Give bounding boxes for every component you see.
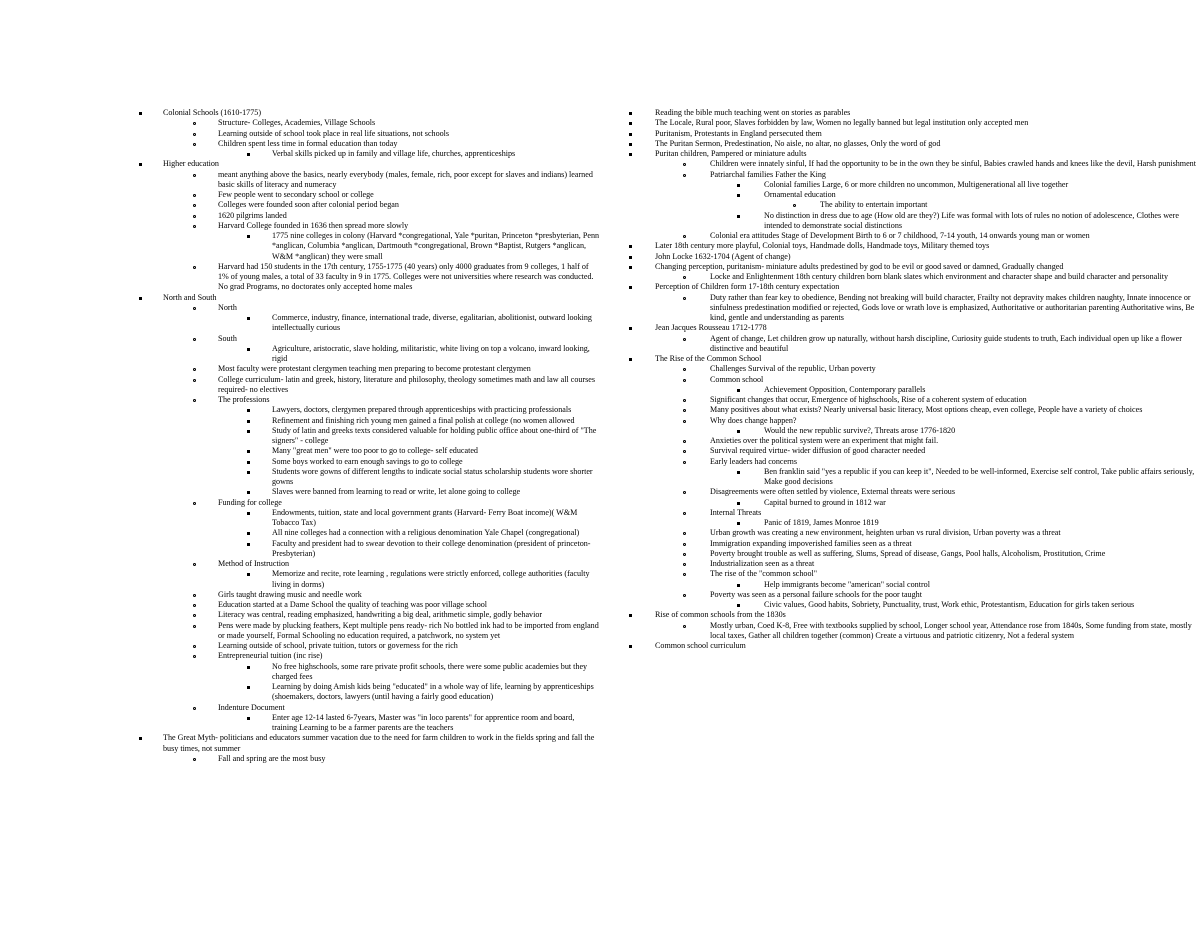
outline-item [0, 600, 600, 610]
square-bullet-icon [247, 490, 250, 496]
outline-item [0, 231, 600, 262]
outline-item-text: Why does change happen? [710, 415, 797, 425]
outline-item-text: Fall and spring are the most busy [218, 753, 326, 763]
square-bullet-icon [629, 326, 632, 332]
outline-item-text: North [218, 302, 237, 312]
circle-bullet-icon [193, 214, 196, 220]
square-bullet-icon [247, 470, 250, 476]
square-bullet-icon [247, 347, 250, 353]
outline-item-text: 1620 pilgrims landed [218, 210, 287, 220]
outline-item-text: Harvard had 150 students in the 17th century, 1755-1775 (40 years) only 4000 graduates from 9 colleges, 1 half of 1% of young males, a total of 33 faculty in 9 in 1775. Colleges were not universities where research was conducted. No grad Programs, no doctorates only accepted home males [218, 261, 594, 292]
outline-item [0, 129, 600, 139]
outline-item [600, 231, 1200, 241]
outline-item [600, 539, 1200, 549]
outline-item-text: Entrepreneurial tuition (inc rise) [218, 651, 323, 661]
outline-item-text: Duty rather than fear key to obedience, Bending not breaking will build character, Frailty not depravity makes children naughty, Innate innocence or sinfulness predestination modified or rejected, Gods love or wrath love is emphasized, Authoritative or authoritarian parenting Authoritative wins, Be kind, gentle and understanding as parents [710, 292, 1195, 322]
outline-item [600, 180, 1200, 190]
circle-bullet-icon [683, 408, 686, 414]
outline-item [0, 190, 600, 200]
outline-item-text: Learning outside of school, private tuition, tutors or governess for the rich [218, 641, 458, 650]
circle-bullet-icon [193, 142, 196, 148]
square-bullet-icon [247, 572, 250, 578]
outline-item [0, 364, 600, 374]
outline-item-text: Literacy was central, reading emphasized, handwriting a big deal, arithmetic simple, godly behavior [218, 610, 543, 620]
square-bullet-icon [247, 316, 250, 322]
outline-item-text: Agriculture, aristocratic, slave holding, militaristic, white living on top a volcano, inward looking, rigid [272, 343, 590, 363]
circle-bullet-icon [683, 378, 686, 384]
circle-bullet-icon [793, 203, 796, 209]
square-bullet-icon [139, 162, 142, 168]
circle-bullet-icon [683, 275, 686, 281]
outline-item-text: Study of latin and greeks texts considered valuable for holding public office about one-third of "The signers" - college [272, 425, 597, 445]
outline-item [600, 211, 1200, 232]
outline-item-text: Ornamental education [764, 190, 836, 199]
outline-item [600, 364, 1200, 374]
outline-item [0, 528, 600, 538]
outline-item-text: Lawyers, doctors, clergymen prepared through apprenticeships with practicing professionals [272, 405, 572, 415]
circle-bullet-icon [683, 296, 686, 302]
outline-item-text: Patriarchal families Father the King [710, 169, 826, 179]
circle-bullet-icon [193, 132, 196, 138]
square-bullet-icon [737, 521, 740, 527]
circle-bullet-icon [193, 654, 196, 660]
circle-bullet-icon [193, 337, 196, 343]
circle-bullet-icon [193, 706, 196, 712]
circle-bullet-icon [683, 337, 686, 343]
circle-bullet-icon [193, 367, 196, 373]
outline-item [0, 487, 600, 497]
outline-item-text: The Locale, Rural poor, Slaves forbidden by law, Women no legally banned but legal institution only accepted men [655, 118, 1029, 128]
outline-item-text: Survival required virtue- wider diffusion of good character needed [710, 446, 926, 456]
outline-item [0, 662, 600, 683]
outline-item-text: Mostly urban, Coed K-8, Free with textbooks supplied by school, Longer school year, Attendance rose from 1840s, Some funding from state, mostly local taxes, Gather all children together (common) Create a virtuous and patriotic citizenry, Not a federal system [710, 620, 1192, 640]
square-bullet-icon [247, 152, 250, 158]
square-bullet-icon [247, 419, 250, 425]
outline-item-text: Funding for college [218, 497, 282, 507]
outline-item [0, 457, 600, 467]
outline-item-text: South [218, 333, 237, 343]
outline-item [0, 395, 600, 405]
outline-item [0, 375, 600, 396]
outline-item [600, 149, 1200, 159]
outline-item-text: Memorize and recite, rote learning , regulations were strictly enforced, college authorities (faculty living in dorms) [272, 569, 590, 589]
outline-item-text: Slaves were banned from learning to read or write, let alone going to college [272, 487, 521, 497]
circle-bullet-icon [683, 173, 686, 179]
outline-item-text: Common school curriculum [655, 641, 746, 650]
square-bullet-icon [629, 285, 632, 291]
outline-item-text: Urban growth was creating a new environment, heighten urban vs rural division, Urban poverty was a threat [710, 528, 1061, 538]
circle-bullet-icon [683, 439, 686, 445]
outline-item [0, 539, 600, 560]
circle-bullet-icon [683, 419, 686, 425]
square-bullet-icon [139, 296, 142, 302]
outline-item-text: Colleges were founded soon after colonial period began [218, 200, 399, 210]
outline-item-text: Agent of change, Let children grow up naturally, without harsh discipline, Curiosity guide students to truth, Each individual open up like a flower distinctive and beautiful [710, 333, 1182, 353]
outline-item-text: Locke and Enlightenment 18th century children born blank slates which environment and character shape and build character and personality [710, 272, 1169, 281]
outline-item [0, 621, 600, 642]
outline-item [600, 323, 1200, 333]
outline-item [600, 508, 1200, 518]
outline-item-text: Jean Jacques Rousseau 1712-1778 [655, 323, 767, 333]
outline-item-text: Early leaders had concerns [710, 456, 797, 466]
outline-item-text: Common school [710, 374, 764, 384]
outline-item [600, 528, 1200, 538]
outline-item-text: Many "great men" were too poor to go to college- self educated [272, 446, 478, 456]
circle-bullet-icon [683, 542, 686, 548]
outline-item-text: Structure- Colleges, Academies, Village Schools [218, 118, 376, 128]
circle-bullet-icon [683, 511, 686, 517]
square-bullet-icon [737, 193, 740, 199]
outline-item [600, 457, 1200, 467]
square-bullet-icon [247, 531, 250, 537]
outline-item [600, 159, 1200, 169]
circle-bullet-icon [193, 173, 196, 179]
outline-item-text: Colonial era attitudes Stage of Development Birth to 6 or 7 childhood, 7-14 youth, 14 onwards young man or women [710, 231, 1090, 240]
outline-item-text: Panic of 1819, James Monroe 1819 [764, 518, 879, 527]
outline-item [600, 241, 1200, 251]
square-bullet-icon [629, 152, 632, 158]
outline-item [600, 118, 1200, 128]
outline-item [600, 170, 1200, 180]
outline-item [0, 313, 600, 334]
outline-item-text: Later 18th century more playful, Colonial toys, Handmade dolls, Handmade toys, Military themed toys [655, 241, 990, 251]
outline-item-text: Learning by doing Amish kids being "educated" in a whole way of life, learning by apprenticeships (shoemakers, doctors, lawyers (until having a fairly good education) [272, 682, 594, 702]
outline-item [0, 703, 600, 713]
square-bullet-icon [139, 736, 142, 742]
outline-item [0, 467, 600, 488]
outline-item-text: Capital burned to ground in 1812 war [764, 497, 886, 507]
square-bullet-icon [629, 244, 632, 250]
outline-item [600, 549, 1200, 559]
outline-item-text: Indenture Document [218, 702, 285, 712]
outline-item-text: Reading the bible much teaching went on stories as parables [655, 108, 851, 117]
circle-bullet-icon [193, 757, 196, 763]
square-bullet-icon [247, 234, 250, 240]
circle-bullet-icon [193, 613, 196, 619]
circle-bullet-icon [683, 552, 686, 558]
outline-item [600, 272, 1200, 282]
circle-bullet-icon [683, 531, 686, 537]
circle-bullet-icon [193, 644, 196, 650]
outline-item-text: Students wore gowns of different lengths to indicate social status scholarship students wore shorter gowns [272, 466, 593, 486]
outline-item-text: Poverty was seen as a personal failure schools for the poor taught [710, 589, 922, 599]
outline-item [600, 405, 1200, 415]
square-bullet-icon [737, 583, 740, 589]
outline-item-text: The ability to entertain important [820, 200, 928, 210]
outline-item-text: Perception of Children form 17-18th century expectation [655, 282, 840, 292]
square-bullet-icon [247, 429, 250, 435]
circle-bullet-icon [683, 234, 686, 240]
outline-item [600, 580, 1200, 590]
outline-item [600, 621, 1200, 642]
outline-item-text: Refinement and finishing rich young men gained a final polish at college (no women allowed [272, 415, 575, 425]
square-bullet-icon [629, 357, 632, 363]
outline-item-text: Anxieties over the political system were an experiment that might fail. [710, 436, 939, 445]
square-bullet-icon [629, 255, 632, 261]
outline-item-text: Help immigrants become "american" social control [764, 579, 930, 589]
square-bullet-icon [139, 111, 142, 117]
outline-item [600, 559, 1200, 569]
square-bullet-icon [247, 716, 250, 722]
outline-item-text: Learning outside of school took place in real life situations, not schools [218, 128, 450, 138]
outline-item [0, 713, 600, 734]
outline-item-text: Method of Instruction [218, 559, 290, 568]
square-bullet-icon [629, 111, 632, 117]
outline-item [600, 426, 1200, 436]
outline-item [600, 416, 1200, 426]
outline-item [600, 375, 1200, 385]
outline-item [600, 395, 1200, 405]
outline-item [600, 498, 1200, 508]
outline-item-text: Ben franklin said "yes a republic if you can keep it", Needed to be well-informed, Exercise self control, Take public affairs seriously, Make good decisions [764, 466, 1195, 486]
outline-item-text: Enter age 12-14 lasted 6-7years, Master was "in loco parents" for apprentice room and board, training Learning to be a farmer parents are the teachers [272, 712, 575, 732]
outline-item [0, 733, 600, 754]
outline-item-text: Commerce, industry, finance, international trade, diverse, egalitarian, abolitionist, outward looking intellectually curious [272, 313, 592, 333]
circle-bullet-icon [683, 398, 686, 404]
square-bullet-icon [737, 388, 740, 394]
outline-item [600, 354, 1200, 364]
square-bullet-icon [737, 603, 740, 609]
square-bullet-icon [247, 685, 250, 691]
outline-item [0, 651, 600, 661]
square-bullet-icon [737, 429, 740, 435]
outline-item-text: Rise of common schools from the 1830s [655, 610, 786, 620]
outline-item [600, 139, 1200, 149]
outline-item-text: Significant changes that occur, Emergence of highschools, Rise of a coherent system of education [710, 395, 1027, 404]
square-bullet-icon [629, 265, 632, 271]
outline-item [600, 446, 1200, 456]
outline-item [600, 385, 1200, 395]
outline-item [0, 682, 600, 703]
outline-item-text: Achievement Opposition, Contemporary parallels [764, 384, 926, 394]
outline-item [600, 569, 1200, 579]
outline-item [600, 610, 1200, 620]
outline-item-text: North and South [163, 292, 217, 302]
circle-bullet-icon [683, 490, 686, 496]
outline-item [0, 139, 600, 149]
circle-bullet-icon [193, 562, 196, 568]
outline-item-text: Girls taught drawing music and needle work [218, 589, 362, 599]
circle-bullet-icon [683, 624, 686, 630]
outline-item-text: Immigration expanding impoverished families seen as a threat [710, 538, 912, 548]
circle-bullet-icon [683, 162, 686, 168]
outline-item [0, 426, 600, 447]
outline-item-text: Children spent less time in formal education than today [218, 138, 398, 148]
outline-item [600, 436, 1200, 446]
outline-item-text: Challenges Survival of the republic, Urban poverty [710, 364, 876, 374]
outline-item [0, 149, 600, 159]
outline-item [600, 200, 1200, 210]
outline-item-text: Endowments, tuition, state and local government grants (Harvard- Ferry Boat income)( W&M Tobacco Tax) [272, 507, 578, 527]
outline-item-text: Few people went to secondary school or college [218, 190, 374, 199]
outline-item [600, 108, 1200, 118]
outline-item [600, 600, 1200, 610]
circle-bullet-icon [193, 121, 196, 127]
outline-item [0, 498, 600, 508]
outline-item [0, 569, 600, 590]
square-bullet-icon [629, 132, 632, 138]
outline-item [600, 467, 1200, 488]
square-bullet-icon [629, 613, 632, 619]
circle-bullet-icon [193, 593, 196, 599]
left-column [0, 108, 600, 764]
square-bullet-icon [247, 511, 250, 517]
outline-item-text: No distinction in dress due to age (How old are they?) Life was formal with lots of rules no notion of adolescence, Clothes were intended to demonstrate social distinctions [764, 210, 1179, 230]
outline-item [0, 221, 600, 231]
outline-item [0, 293, 600, 303]
outline-item-text: Education started at a Dame School the quality of teaching was poor village school [218, 600, 488, 609]
outline-item [0, 590, 600, 600]
outline-item-text: Many positives about what exists? Nearly universal basic literacy, Most options cheap, even college, People have a variety of choices [710, 405, 1143, 415]
circle-bullet-icon [193, 378, 196, 384]
circle-bullet-icon [193, 398, 196, 404]
outline-item-text: The rise of the "common school" [710, 569, 818, 579]
outline-item [0, 508, 600, 529]
outline-item [600, 252, 1200, 262]
outline-item [0, 405, 600, 415]
circle-bullet-icon [193, 265, 196, 271]
outline-item-text: Disagreements were often settled by violence, External threats were serious [710, 487, 955, 497]
circle-bullet-icon [683, 562, 686, 568]
outline-item [600, 282, 1200, 292]
circle-bullet-icon [683, 572, 686, 578]
square-bullet-icon [247, 449, 250, 455]
outline-item [600, 262, 1200, 272]
outline-item-text: Harvard College founded in 1636 then spread more slowly [218, 220, 409, 230]
circle-bullet-icon [193, 203, 196, 209]
outline-item-text: Puritan children, Pampered or miniature adults [655, 149, 807, 158]
outline-item-text: Would the new republic survive?, Threats arose 1776-1820 [764, 425, 956, 435]
outline-item [0, 170, 600, 191]
outline-item-text: Puritanism, Protestants in England persecuted them [655, 128, 822, 138]
outline-item [600, 190, 1200, 200]
outline-item [600, 334, 1200, 355]
outline-item [600, 293, 1200, 324]
square-bullet-icon [737, 183, 740, 189]
outline-item [0, 118, 600, 128]
circle-bullet-icon [683, 449, 686, 455]
outline-item [0, 446, 600, 456]
outline-item [0, 641, 600, 651]
square-bullet-icon [629, 644, 632, 650]
square-bullet-icon [737, 470, 740, 476]
outline-item-text: Colonial families Large, 6 or more children no uncommon, Multigenerational all live together [764, 179, 1069, 189]
circle-bullet-icon [683, 460, 686, 466]
square-bullet-icon [629, 121, 632, 127]
outline-item-text: The Great Myth- politicians and educators summer vacation due to the need for farm children to work in the fields spring and fall the busy times, not summer [163, 733, 595, 753]
outline-item-text: Pens were made by plucking feathers, Kept multiple pens ready- rich No bottled ink had to be imported from england or made yourself, Formal Schooling no education required, a patchwork, no system yet [218, 620, 599, 640]
square-bullet-icon [629, 142, 632, 148]
outline-item [0, 344, 600, 365]
outline-item-text: Civic values, Good habits, Sobriety, Punctuality, trust, Work ethic, Protestantism, Education for girls taken serious [764, 600, 1135, 609]
outline-item [0, 334, 600, 344]
outline-item [600, 129, 1200, 139]
outline-item-text: The professions [218, 395, 270, 404]
circle-bullet-icon [193, 306, 196, 312]
outline-item-text: Industrialization seen as a threat [710, 559, 815, 568]
outline-item [0, 610, 600, 620]
outline-item-text: meant anything above the basics, nearly everybody (males, female, rich, poor except for slaves and indians) learned basic skills of literacy and numeracy [218, 169, 593, 189]
outline-item [0, 303, 600, 313]
outline-item-text: All nine colleges had a connection with a religious denomination Yale Chapel (congregational) [272, 528, 580, 538]
circle-bullet-icon [193, 501, 196, 507]
outline-item [0, 108, 600, 118]
square-bullet-icon [737, 214, 740, 220]
outline-item-text: Most faculty were protestant clergymen teaching men preparing to become protestant clergymen [218, 364, 531, 374]
outline-item-text: John Locke 1632-1704 (Agent of change) [655, 251, 791, 261]
outline-item [600, 487, 1200, 497]
outline-item-text: Colonial Schools (1610-1775) [163, 108, 262, 117]
circle-bullet-icon [193, 624, 196, 630]
outline-item [0, 200, 600, 210]
outline-item-text: Children were innately sinful, If had the opportunity to be in the own they be sinful, Babies crawled hands and knees like the devil, Harsh punishment [710, 159, 1196, 169]
circle-bullet-icon [193, 603, 196, 609]
outline-item-text: Changing perception, puritanism- miniature adults predestined by god to be evil or good saved or damned, Gradually changed [655, 261, 1064, 271]
outline-item-text: The Puritan Sermon, Predestination, No aisle, no altar, no glasses, Only the word of god [655, 138, 941, 148]
circle-bullet-icon [193, 224, 196, 230]
outline-item-text: College curriculum- latin and greek, history, literature and philosophy, theology sometimes math and law all courses required- no electives [218, 374, 596, 394]
outline-item [0, 754, 600, 764]
square-bullet-icon [247, 665, 250, 671]
outline-item-text: Verbal skills picked up in family and village life, churches, apprenticeships [272, 149, 516, 158]
right-column [600, 108, 1200, 651]
outline-item-text: Faculty and president had to swear devotion to their college denomination (president of princeton- Presbyterian) [272, 538, 591, 558]
outline-item [600, 590, 1200, 600]
square-bullet-icon [247, 408, 250, 414]
outline-item-text: Higher education [163, 159, 219, 169]
outline-item [600, 641, 1200, 651]
square-bullet-icon [247, 460, 250, 466]
outline-item [0, 159, 600, 169]
square-bullet-icon [737, 501, 740, 507]
outline-item [0, 559, 600, 569]
circle-bullet-icon [193, 193, 196, 199]
circle-bullet-icon [683, 367, 686, 373]
outline-item-text: 1775 nine colleges in colony (Harvard *congregational, Yale *puritan, Princeton *presbyterian, Penn *anglican, Columbia *anglican, Dartmouth *congregational, Brown *Baptist, Rutgers *anglican, W&M *anglican) they were small [272, 231, 600, 261]
outline-item [600, 518, 1200, 528]
outline-item-text: Some boys worked to earn enough savings to go to college [272, 456, 463, 466]
outline-item-text: The Rise of the Common School [655, 354, 762, 363]
outline-item-text: No free highschools, some rare private profit schools, there were some public academies but they charged fees [272, 661, 588, 681]
square-bullet-icon [247, 542, 250, 548]
outline-item [0, 262, 600, 293]
outline-item-text: Internal Threats [710, 507, 762, 517]
outline-item-text: Poverty brought trouble as well as suffering, Slums, Spread of disease, Gangs, Pool halls, Alcoholism, Prostitution, Crime [710, 548, 1106, 558]
circle-bullet-icon [683, 593, 686, 599]
outline-item [0, 211, 600, 221]
outline-item [0, 416, 600, 426]
